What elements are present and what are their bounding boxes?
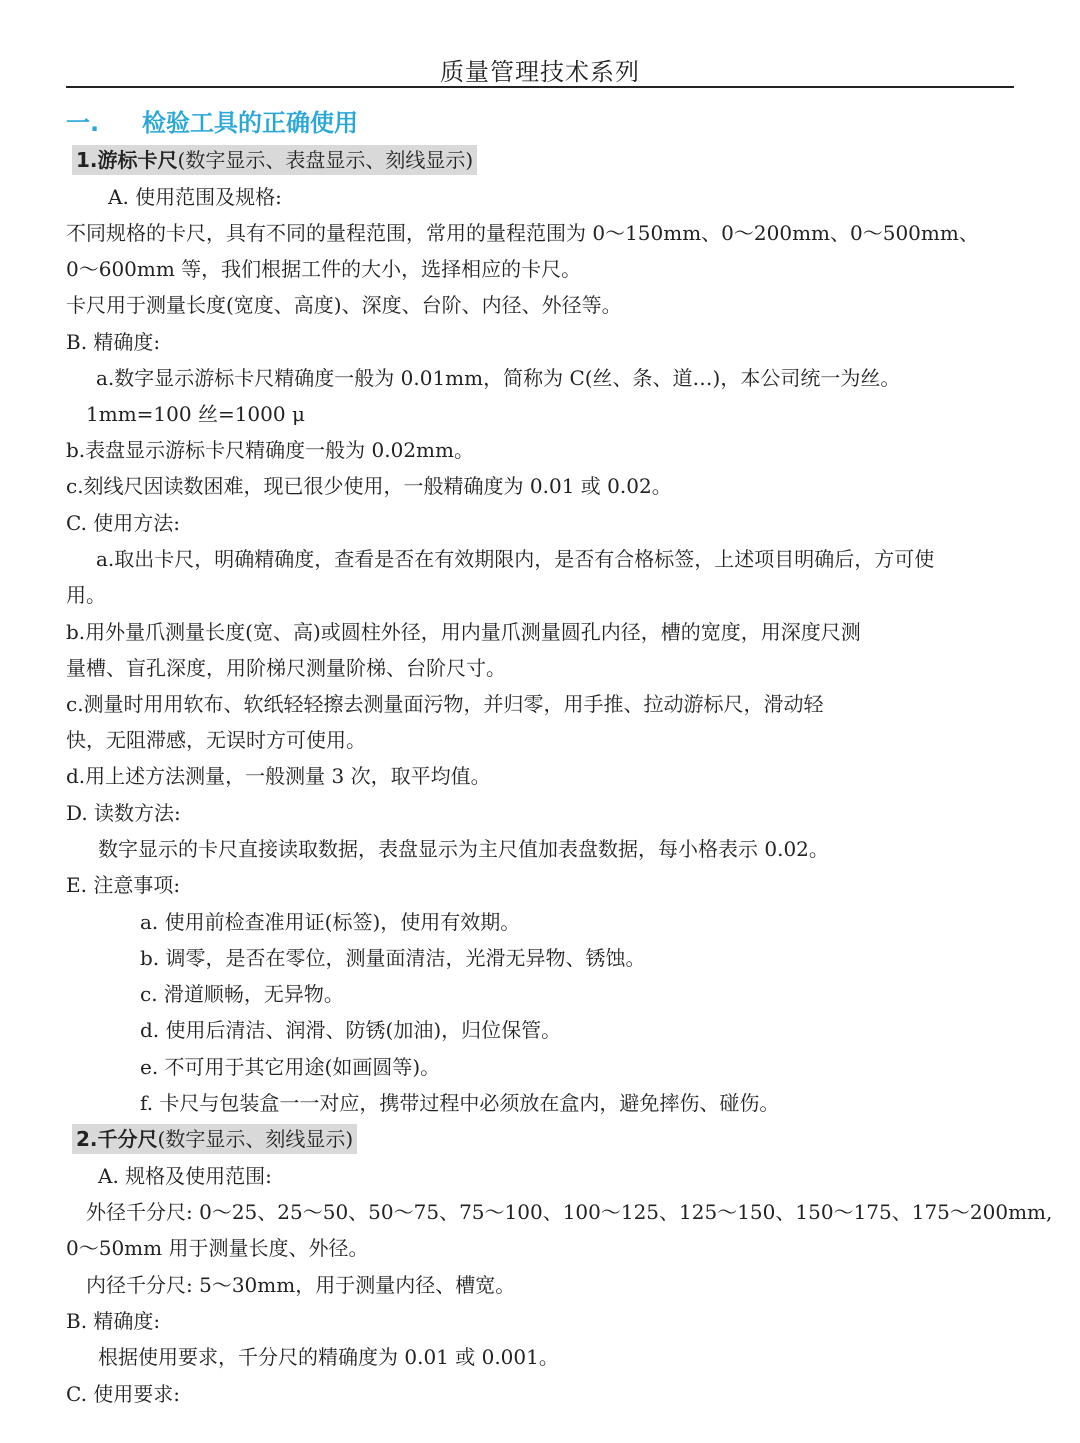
caliper-heading-rest: (数字显示、表盘显示、刻线显示): [177, 148, 474, 172]
caliper-heading: [72, 145, 477, 175]
caliper-line: b.表盘显示游标卡尺精确度一般为 0.02mm。: [66, 438, 474, 462]
caliper-line: a.数字显示游标卡尺精确度一般为 0.01mm，简称为 C(丝、条、道…)，本公司统一为丝。: [96, 366, 901, 390]
caliper-heading-bold: 1.游标卡尺: [76, 148, 178, 172]
caliper-line: d.用上述方法测量，一般测量 3 次，取平均值。: [66, 764, 491, 788]
caliper-line: e. 不可用于其它用途(如画圆等)。: [140, 1055, 441, 1079]
micrometer-line: C. 使用要求:: [66, 1382, 181, 1406]
caliper-line: 快，无阻滞感，无误时方可使用。: [66, 728, 366, 752]
caliper-line: c.刻线尺因读数困难，现已很少使用，一般精确度为 0.01 或 0.02。: [66, 474, 672, 498]
caliper-line: 0～600mm 等，我们根据工件的大小，选择相应的卡尺。: [66, 257, 582, 281]
caliper-line: b.用外量爪测量长度(宽、高)或圆柱外径，用内量爪测量圆孔内径，槽的宽度，用深度尺测: [66, 620, 861, 644]
micrometer-line: 内径千分尺: 5～30mm，用于测量内径、槽宽。: [86, 1273, 516, 1297]
caliper-line: d. 使用后清洁、润滑、防锈(加油)，归位保管。: [140, 1018, 562, 1042]
caliper-line: a.取出卡尺，明确精确度，查看是否在有效期限内，是否有合格标签，上述项目明确后，方可使: [96, 547, 935, 571]
caliper-line: f. 卡尺与包装盒一一对应，携带过程中必须放在盒内，避免摔伤、碰伤。: [140, 1091, 780, 1115]
caliper-line: 卡尺用于测量长度(宽度、高度)、深度、台阶、内径、外径等。: [66, 293, 622, 317]
caliper-line: 不同规格的卡尺，具有不同的量程范围，常用的量程范围为 0～150mm、0～200mm、0～500mm、: [66, 221, 979, 245]
micrometer-line: 0～50mm 用于测量长度、外径。: [66, 1236, 369, 1260]
micrometer-line: A. 规格及使用范围:: [98, 1164, 272, 1188]
caliper-line: 1mm=100 丝=1000 μ: [86, 402, 305, 426]
micrometer-line: 根据使用要求，千分尺的精确度为 0.01 或 0.001。: [98, 1345, 559, 1369]
micrometer-heading: [72, 1124, 357, 1154]
section-title: 检验工具的正确使用: [142, 109, 358, 137]
micrometer-line: 外径千分尺: 0～25、25～50、50～75、75～100、100～125、125～150、150～175、175～200mm,: [86, 1200, 1053, 1224]
caliper-line: c.测量时用用软布、软纸轻轻擦去测量面污物，并归零，用手推、拉动游标尺，滑动轻: [66, 692, 824, 716]
micrometer-heading-bold: 2.千分尺: [76, 1127, 158, 1151]
section-number: 一.: [66, 109, 100, 137]
caliper-line: B. 精确度:: [66, 330, 161, 354]
header-title: 质量管理技术系列: [440, 58, 640, 86]
caliper-line: 量槽、盲孔深度，用阶梯尺测量阶梯、台阶尺寸。: [66, 656, 506, 680]
header-divider: [66, 86, 1014, 88]
caliper-line: 用。: [66, 583, 106, 607]
caliper-line: A. 使用范围及规格:: [108, 185, 282, 209]
caliper-line: D. 读数方法:: [66, 801, 181, 825]
caliper-line: C. 使用方法:: [66, 511, 181, 535]
caliper-line: a. 使用前检查准用证(标签)，使用有效期。: [140, 910, 521, 934]
micrometer-heading-rest: (数字显示、刻线显示): [157, 1127, 354, 1151]
caliper-line: E. 注意事项:: [66, 873, 181, 897]
section-heading: [66, 107, 358, 139]
caliper-line: b. 调零，是否在零位，测量面清洁，光滑无异物、锈蚀。: [140, 946, 646, 970]
caliper-line: 数字显示的卡尺直接读取数据，表盘显示为主尺值加表盘数据，每小格表示 0.02。: [98, 837, 829, 861]
caliper-line: c. 滑道顺畅，无异物。: [140, 982, 344, 1006]
micrometer-line: B. 精确度:: [66, 1309, 161, 1333]
